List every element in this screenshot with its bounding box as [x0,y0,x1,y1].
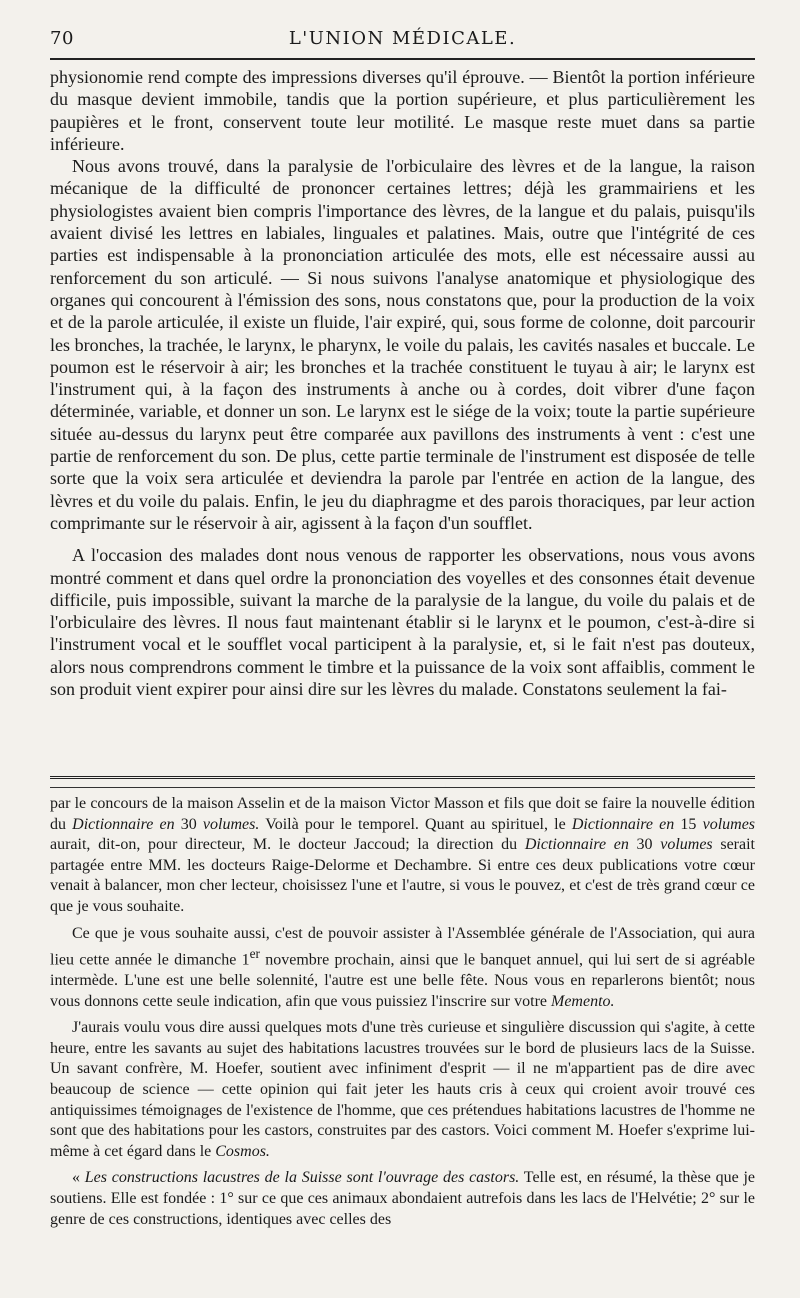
text-run: serait partagée entre MM. les docteurs Raige-Delorme et Dechambre. Si entre ces deux publications votre cœur venait à balancer, mon cher lecteur, choisissez l'une et l'autre, si vous le pouvez, et c'est de très grand cœur ce que je vous souhaite. [50,836,755,915]
italic-title: volumes [660,836,713,854]
main-article-text [50,66,755,700]
text-run: aurait, dit-on, pour directeur, M. le docteur Jaccoud; la direction du [50,836,525,854]
feuilleton-column [50,794,755,1230]
italic-title: Cosmos. [215,1142,270,1160]
page-header [50,22,755,50]
feuilleton-paragraph [50,1168,755,1230]
text-run: Voilà pour le temporel. Quant au spirituel, le [259,815,572,833]
feuilleton-paragraph [50,794,755,918]
text-run: 15 [674,815,703,833]
page-number: 70 [50,28,74,49]
text-run: par le concours de la maison Asselin et de la maison Victor Masson et fils que doit se faire la nouvelle édition du [50,795,755,833]
paragraph: Nous avons trouvé, dans la paralysie de l'orbiculaire des lèvres et de la langue, la raison mécanique de la difficulté de prononcer certaines lettres; déjà les grammairiens et les physiologistes avaient bien compris l'importance des lèvres, de la langue et du palais, puisqu'ils avaient divisé les lettres en labiales, linguales et palatines. Mais, outre que l'intégrité de ces parties est indispensable à la prononciation articulée des mots, elle est nécessaire aussi au renforcement du son articulé. — Si nous suivons l'analyse anatomique et physiologique des organes qui concourent à l'émission des sons, nous constatons que, pour la production de la voix et de la parole articulée, il existe un fluide, l'air expiré, qui, sous forme de colonne, doit parcourir les bronches, la trachée, le larynx, le pharynx, le voile du palais, les cavités nasales et buccale. Le poumon est le réservoir à air; les bronches et la trachée constituent le tuyau à air; le larynx est l'instrument qui, à la façon des instruments à anche ou à cordes, doit vibrer d'une façon déterminée, variable, et donner un son. Le larynx est le siége de la voix; toute la partie supérieure située au-dessus du larynx peut être comparée aux pavillons des instruments à vent : c'est une partie de renforcement du son. De plus, cette partie terminale de l'instrument est disposée de telle sorte que la voix sera articulée et deviendra la parole par l'entrée en action de la langue, des lèvres et du voile du palais. Enfin, le jeu du diaphragme et des parois thoraciques, par leur action comprimante sur le réservoir à air, agissent à la façon d'un soufflet. [50,156,755,533]
running-title: L'UNION MÉDICALE. [288,28,517,49]
text-run: novembre prochain, ainsi que le banquet annuel, qui lui sert de si agréable intermède. L'une est une belle solennité, l'autre est une belle fête. Nous vous en reparlerons bientôt; nous vous donnons cette seule indication, afin que vous puissiez l'inscrire sur votre [50,951,755,1010]
italic-title: Memento. [551,992,615,1010]
italic-title: Dictionnaire en [524,836,629,854]
header-rule [50,58,755,60]
paragraph: A l'occasion des malades dont nous venous de rapporter les observations, nous vous avons montré comment et dans quel ordre la prononciation des voyelles et des consonnes était devenue difficile, puis impossible, suivant la marche de la paralysie de la langue, du voile du palais et de l'orbiculaire des lèvres. Il nous faut maintenant établir si le larynx et le poumon, c'est-à-dire si l'instrument vocal et le soufflet vocal participent à la paralysie, et, si le fait n'est pas douteux, alors nous comprendrons comment le timbre et la puissance de la voix sont affaiblis, comment le son produit vient expirer pour ainsi dire sur les lèvres du malade. Constatons seulement la fai- [50,545,755,700]
text-run: Ce que je vous souhaite aussi, c'est de pouvoir assister à l'Assemblée générale de l'Association, qui aura lieu cette année le dimanche 1 [50,924,755,969]
text-run: J'aurais voulu vous dire aussi quelques mots d'une très curieuse et singulière discussion qui s'agite, à cette heure, entre les savants au sujet des habitations lacustres trouvées sur le bord de plusieurs lacs de la Suisse. Un savant confrère, M. Hoefer, soutient avec infiniment d'esprit — il ne m'appartient pas de dire avec beaucoup de science — cette opinion qui fait jeter les hauts cris à ceux qui croient avoir trouvé ces antiquissimes témoignages de l'existence de l'homme, que ces prétendues habitations lacustres de l'homme ne sont que des habitations pour les castors, construites par des castors. Voici comment M. Hoefer s'exprime lui-même à cet égard dans le [50,1019,755,1160]
text-run: Telle est, en résumé, la thèse que je soutiens. Elle est fondée : 1° sur ce que ces animaux abondaient autrefois dans les lacs de l'Helvétie; 2° sur le genre de ces constructions, identiques avec celles des [50,1169,756,1228]
feuilleton-paragraph [50,924,755,1013]
italic-title: volumes. [202,815,260,833]
italic-quote: Les constructions lacustres de la Suisse sont l'ouvrage des castors. [84,1169,520,1187]
feuilleton-separator-double [50,776,755,779]
italic-title: Dictionnaire en [571,815,675,833]
italic-title: volumes [702,815,756,833]
italic-title: Dictionnaire en [72,815,175,833]
text-run: 30 [628,836,661,854]
text-run: 30 [174,815,203,833]
superscript: er [249,946,260,962]
feuilleton-separator [50,787,755,788]
text-run: « [72,1169,85,1187]
paragraph: physionomie rend compte des impressions diverses qu'il éprouve. — Bientôt la portion inférieure du masque devient immobile, tandis que la portion supérieure, et plus particulièrement les paupières et le front, conservent toute leur motilité. Le masque reste muet dans sa partie inférieure. [50,67,755,154]
feuilleton-paragraph [50,1018,755,1162]
